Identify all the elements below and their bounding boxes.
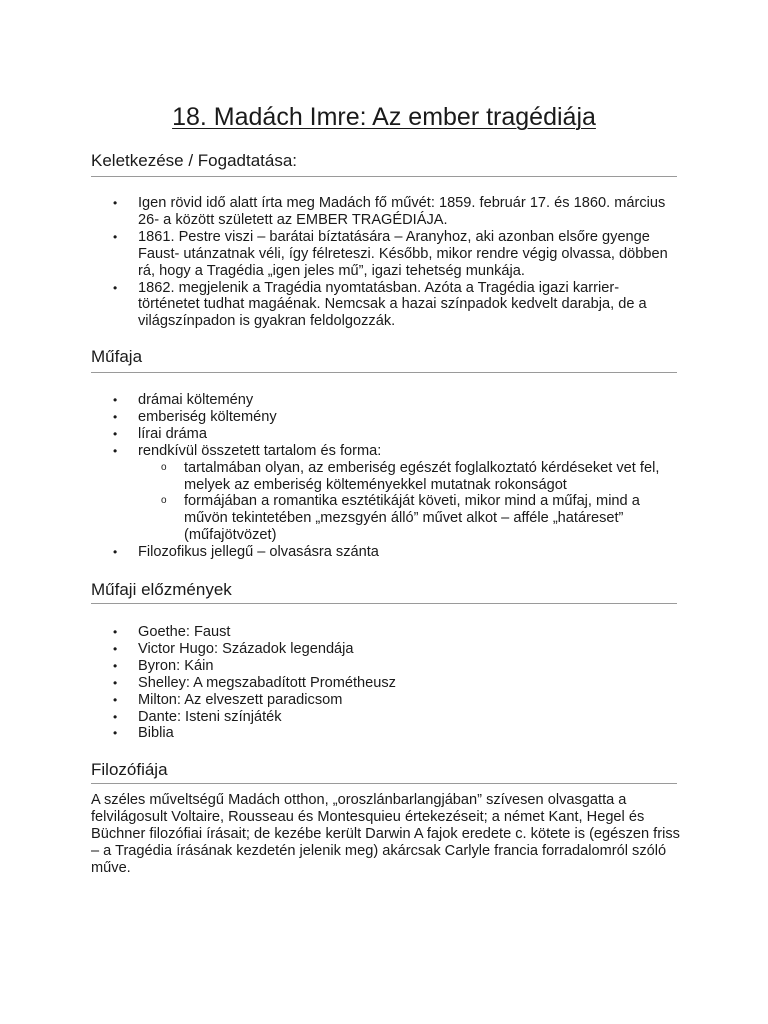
bullet-marker: • <box>113 229 118 244</box>
section-divider <box>91 783 677 784</box>
list-item <box>0 624 668 641</box>
list-item-text: lírai dráma <box>138 425 207 442</box>
list-item <box>0 725 668 742</box>
sub-list-item <box>0 493 668 544</box>
mufaja-list <box>0 392 668 561</box>
list-item <box>0 709 668 726</box>
sub-list-item <box>0 460 668 494</box>
sub-list-item-text: tartalmában olyan, az emberiség egészét foglalkoztató kérdéseket vet fel, melyek az emberiség költeményekkel mutatnak rokonságot <box>184 459 660 493</box>
bullet-marker: • <box>113 409 118 424</box>
filozofiaja-paragraph: A széles műveltségű Madách otthon, „oroszlánbarlangjában” szívesen olvasgatta a felvilágosult Voltaire, Rousseau és Montesquieu értekezéseit; a német Kant, Hegel és Büchner filozófiai írásait; de kezébe került Darwin A fajok eredete c. kötete is (egészen friss – a Tragédia írásának kezdetén jelenik meg) akárcsak Carlyle francia forradalomról szóló műve. <box>91 792 680 876</box>
list-item <box>0 675 668 692</box>
section-divider <box>91 176 677 177</box>
elozmenyek-list <box>0 624 668 742</box>
list-item <box>0 426 668 443</box>
section-heading-filozofiaja: Filozófiája <box>91 760 168 779</box>
list-item <box>0 409 668 426</box>
section-divider <box>91 372 677 373</box>
list-item-text: drámai költemény <box>138 392 254 408</box>
list-item <box>0 195 668 229</box>
list-item-text: 1861. Pestre viszi – barátai bíztatására – Aranyhoz, aki azonban elsőre gyenge Faust- utánzatnak véli, így félreteszi. Később, mikor rendre végig olvassa, döbben rá, hogy a Tragédia „igen jeles mű”, igazi tehetség munkája. <box>138 228 668 279</box>
list-item-text: Igen rövid idő alatt írta meg Madách fő művét: 1859. február 17. és 1860. március 26- a között született az EMBER TRAGÉDIÁJA. <box>138 195 666 228</box>
list-item-text: rendkívül összetett tartalom és forma: <box>138 442 382 459</box>
list-item <box>0 392 668 409</box>
list-item-text: Filozofikus jellegű – olvasásra szánta <box>138 544 379 561</box>
list-item-text: Biblia <box>138 725 174 742</box>
list-item-text: Byron: Káin <box>138 657 214 674</box>
list-item-text: Dante: Isteni színjáték <box>138 708 282 725</box>
bullet-marker: • <box>113 443 118 458</box>
list-item <box>0 229 668 280</box>
page-title: 18. Madách Imre: Az ember tragédiája <box>172 103 596 131</box>
list-item-text: Milton: Az elveszett paradicsom <box>138 691 343 708</box>
bullet-marker: • <box>113 709 118 724</box>
bullet-marker: • <box>113 280 118 295</box>
bullet-marker: • <box>113 545 118 560</box>
bullet-marker: • <box>113 658 118 673</box>
list-item <box>0 692 668 709</box>
list-item-text: emberiség költemény <box>138 408 277 425</box>
list-item <box>0 658 668 675</box>
section-heading-mufaji-elozmenyek: Műfaji előzmények <box>91 580 232 599</box>
bullet-marker: • <box>113 393 118 407</box>
section-heading-keletkezese: Keletkezése / Fogadtatása: <box>91 151 298 170</box>
bullet-marker: • <box>113 625 118 639</box>
list-item <box>0 641 668 658</box>
bullet-marker: • <box>113 692 118 707</box>
list-item-text: Goethe: Faust <box>138 624 231 640</box>
list-item-text: Shelley: A megszabadított Prométheusz <box>138 674 396 691</box>
bullet-marker: • <box>113 196 118 210</box>
keletkezese-list <box>0 195 668 330</box>
sub-bullet-marker: o <box>161 461 167 473</box>
bullet-marker: • <box>113 641 118 656</box>
bullet-marker: • <box>113 426 118 441</box>
list-item <box>0 443 668 460</box>
list-item <box>0 544 668 561</box>
list-item-text: 1862. megjelenik a Tragédia nyomtatásban. Azóta a Tragédia igazi karrier-történetet tudhat magáénak. Nemcsak a hazai színpadok kedvelt darabja, de a világszínpadon is gyakran feldolgozzák. <box>138 279 647 330</box>
bullet-marker: • <box>113 675 118 690</box>
sub-bullet-marker: o <box>161 495 167 507</box>
list-item <box>0 280 668 331</box>
bullet-marker: • <box>113 726 118 741</box>
list-item-text: Victor Hugo: Századok legendája <box>138 640 354 657</box>
section-heading-mufaja: Műfaja <box>91 347 143 366</box>
section-divider <box>91 603 677 604</box>
sub-list-item-text: formájában a romantika esztétikáját követi, mikor mind a műfaj, mind a művön tekintetében „mezsgyén álló” művet alkot – afféle „határeset” (műfajötvözet) <box>184 493 640 544</box>
